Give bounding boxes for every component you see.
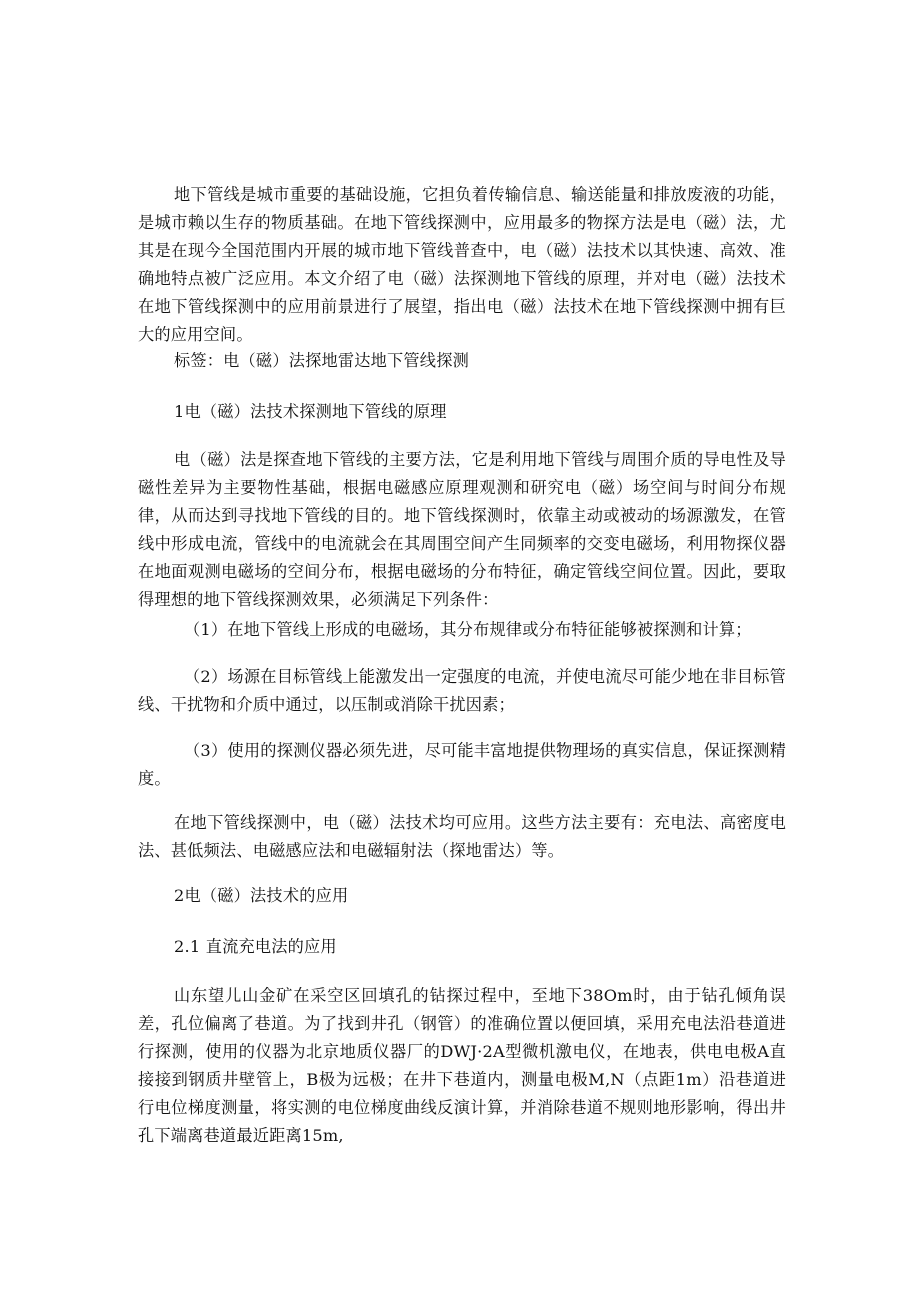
condition-1: （1）在地下管线上形成的电磁场，其分布规律或分布特征能够被探测和计算； (184, 620, 752, 639)
section-1-heading: 1电（磁）法技术探测地下管线的原理 (174, 402, 447, 421)
section-2-1-heading: 2.1 直流充电法的应用 (174, 937, 337, 956)
abstract-paragraph: 地下管线是城市重要的基础设施，它担负着传输信息、输送能量和排放废液的功能，是城市赖以生存的物质基础。在地下管线探测中，应用最多的物探方法是电（磁）法，尤其是在现今全国范围内开展的城市地下管线普查中，电（磁）法技术以其快速、高效、准确地特点被广泛应用。本文介绍了电（磁）法探测地下管线的原理，并对电（磁）法技术在地下管线探测中的应用前景进行了展望，指出电（磁）法技术在地下管线探测中拥有巨大的应用空间。 (138, 185, 786, 344)
methods-paragraph: 在地下管线探测中，电（磁）法技术均可应用。这些方法主要有：充电法、高密度电法、甚低频法、电磁感应法和电磁辐射法（探地雷达）等。 (138, 813, 786, 860)
section-2-heading: 2电（磁）法技术的应用 (174, 886, 349, 905)
section-1-body: 电（磁）法是探查地下管线的主要方法，它是利用地下管线与周围介质的导电性及导磁性差异为主要物性基础，根据电磁感应原理观测和研究电（磁）场空间与时间分布规律，从而达到寻找地下管线的目的。地下管线探测时，依靠主动或被动的场源激发，在管线中形成电流，管线中的电流就会在其周围空间产生同频率的交变电磁场，利用物探仪器在地面观测电磁场的空间分布，根据电磁场的分布特征，确定管线空间位置。因此，要取得理想的地下管线探测效果，必须满足下列条件： (138, 450, 786, 609)
tags-line: 标签：电（磁）法探地雷达地下管线探测 (174, 351, 469, 370)
condition-2: （2）场源在目标管线上能激发出一定强度的电流，并使电流尽可能少地在非目标管线、干扰物和介质中通过，以压制或消除干扰因素； (138, 667, 786, 714)
condition-3: （3）使用的探测仪器必须先进，尽可能丰富地提供物理场的真实信息，保证探测精度。 (138, 741, 786, 788)
section-2-1-body: 山东望儿山金矿在采空区回填孔的钻探过程中，至地下38Om时，由于钻孔倾角误差，孔位偏离了巷道。为了找到井孔（钢管）的准确位置以便回填，采用充电法沿巷道进行探测，使用的仪器为北京地质仪器厂的DWJ·2A型微机激电仪，在地表，供电电极A直接接到钢质井壁管上，B极为远极；在井下巷道内，测量电极M,N（点距1m）沿巷道进行电位梯度测量，将实测的电位梯度曲线反演计算，并消除巷道不规则地形影响，得出井孔下端离巷道最近距离15m, (138, 986, 786, 1145)
